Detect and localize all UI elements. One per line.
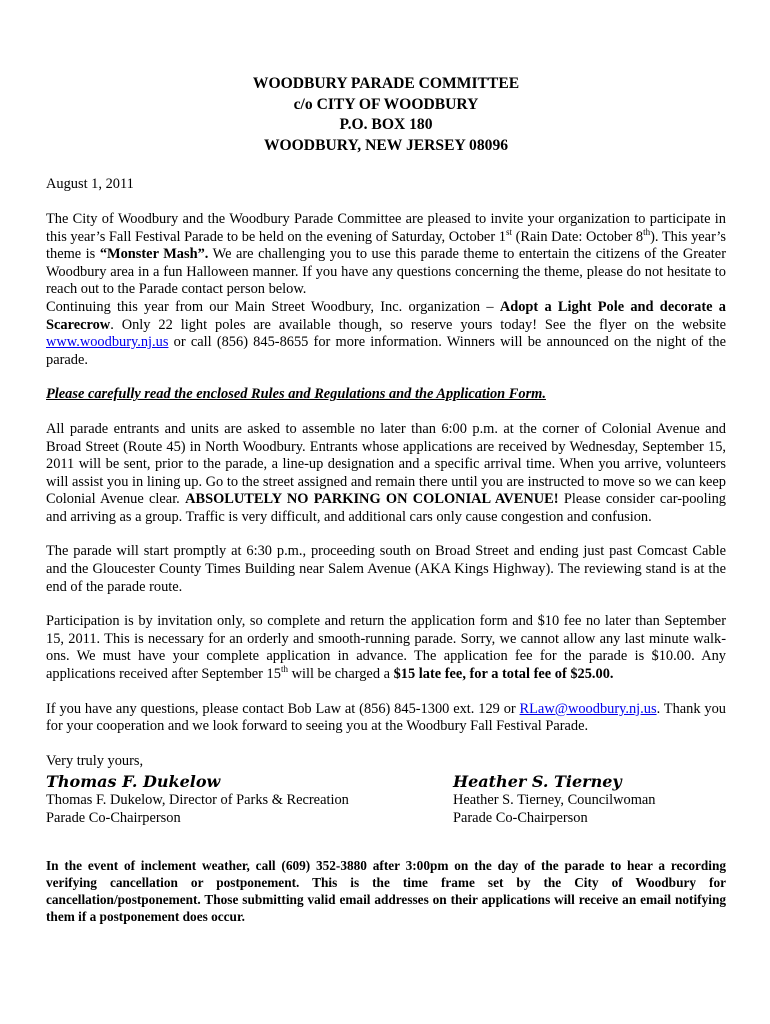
closing: Very truly yours, (46, 752, 144, 769)
signature: Heather S. Tierney (453, 772, 622, 792)
signer-name: Heather S. Tierney, Councilwoman (453, 792, 656, 809)
signer-role: Parade Co-Chairperson (46, 810, 181, 826)
letter-page (46, 74, 726, 925)
signer-left (46, 771, 349, 827)
superscript: th (280, 664, 288, 675)
theme-name: “Monster Mash”. (99, 246, 209, 263)
letterhead-line: P.O. BOX 180 (339, 116, 433, 134)
late-fee: $15 late fee, for a total fee of $25.00. (393, 666, 614, 683)
letterhead-line: WOODBURY, NEW JERSEY 08096 (263, 136, 509, 154)
text: . Only 22 light poles are available though, so reserve yours today! See the flyer on the website (110, 316, 726, 333)
text: We are challenging you to use this parade theme to entertain the citizens of the Greater Woodbury area in a fun Halloween manner. If you have any questions concerning the theme, please do not hesitate to reach out to the Parade contact person below. (46, 246, 726, 298)
text: or call (856) 845-8655 for more information. Winners will be announced on the night of the parade. (46, 334, 726, 368)
signature: Thomas F. Dukelow (46, 772, 221, 792)
email-link[interactable]: RLaw@woodbury.nj.us (519, 700, 657, 717)
signer-role: Parade Co-Chairperson (453, 810, 588, 826)
text: The City of Woodbury and the Woodbury Parade Committee are pleased to invite your organization to participate in this year’s Fall Festival Parade to be held on the evening of Saturday, October 1 (46, 210, 726, 245)
rules-notice: Please carefully read the enclosed Rules and Regulations and the Application Form. (46, 386, 546, 403)
text: Participation is by invitation only, so complete and return the application form and $10 fee no later than September 15, 2011. This is necessary for an orderly and smooth-running parade. Sorry, we cannot allow any last minute walk-ons. We must have your complete application in advance. The application fee for the parade is $10.00. Any applications received after September 15 (46, 613, 726, 683)
superscript: th (643, 226, 651, 237)
text: Continuing this year from our Main Street Woodbury, Inc. organization – (46, 298, 500, 315)
paragraph-invitation (46, 211, 726, 299)
text: All parade entrants and units are asked to assemble no later than 6:00 p.m. at the corner of Colonial Avenue and Broad Street (Route 45) in North Woodbury. Entrants whose applications are received by Wednesday, September 15, 2011 will be sent, prior to the parade, a line-up designation and a specific arrival time. When you arrive, volunteers will assist you in lining up. Go to the street assigned and remain there until you are instructed to move so we can keep Colonial Avenue clear. (46, 420, 726, 508)
superscript: st (505, 226, 512, 237)
signer-name: Thomas F. Dukelow, Director of Parks & Recreation (46, 792, 349, 809)
no-parking-warning: ABSOLUTELY NO PARKING ON COLONIAL AVENUE! (185, 491, 559, 508)
website-link[interactable]: www.woodbury.nj.us (46, 334, 169, 351)
text: (Rain Date: October 8 (511, 228, 644, 245)
letterhead-line: c/o CITY OF WOODBURY (293, 95, 479, 113)
weather-notice: In the event of inclement weather, call (609) 352-3880 after 3:00pm on the day of the parade to hear a recording verifying cancellation or postponement. This is the time frame set by the City of Woodbury for cancellation/postponement. Those submitting valid email addresses on their applications will receive an email notifying them if a postponement does occur. (46, 858, 726, 925)
text: Please consider car-pooling and arriving as a group. Traffic is very difficult, and additional cars only cause congestion and confusion. (46, 491, 726, 525)
paragraph-light-pole (46, 299, 726, 369)
paragraph-participation (46, 613, 726, 683)
letterhead (46, 74, 726, 156)
adopt-light-pole-title: Adopt a Light Pole and decorate a Scarecrow (46, 298, 726, 333)
paragraph-assembly (46, 421, 726, 527)
text: . Thank you for your cooperation and we look forward to seeing you at the Woodbury Fall Festival Parade. (46, 700, 726, 735)
text: ). This year’s theme is (46, 228, 726, 263)
paragraph-contact (46, 701, 726, 736)
text: will be charged a (287, 666, 394, 683)
letterhead-line: WOODBURY PARADE COMMITTEE (252, 75, 520, 92)
letter-date: August 1, 2011 (46, 176, 134, 193)
signature-block (46, 771, 726, 843)
paragraph-route: The parade will start promptly at 6:30 p.m., proceeding south on Broad Street and ending just past Comcast Cable and the Gloucester County Times Building near Salem Avenue (AKA Kings Highway). The reviewing stand is at the end of the parade route. (46, 543, 726, 595)
signer-right (453, 771, 656, 827)
text: If you have any questions, please contact Bob Law at (856) 845-1300 ext. 129 or (46, 700, 520, 717)
